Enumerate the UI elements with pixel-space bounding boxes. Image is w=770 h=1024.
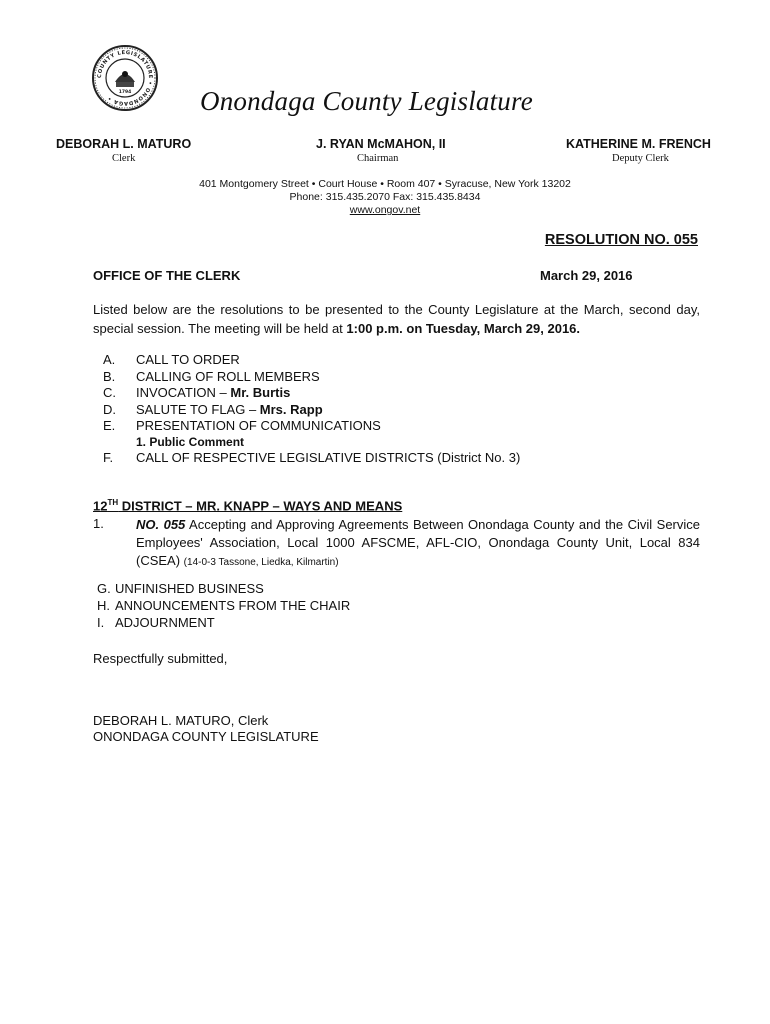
intro-text: Listed below are the resolutions to be presented to the County Legislature at the March, second day, special session. The meeting will be held at bbox=[93, 302, 700, 336]
resolution-item-vote: (14-0-3 Tassone, Liedka, Kilmartin) bbox=[183, 557, 339, 568]
signature-org: ONONDAGA COUNTY LEGISLATURE bbox=[93, 729, 319, 744]
clerk-role: Clerk bbox=[112, 153, 136, 164]
page-title: Onondaga County Legislature bbox=[200, 86, 533, 116]
intro-paragraph bbox=[93, 300, 700, 338]
agenda-item-h: H. ANNOUNCEMENTS FROM THE CHAIR bbox=[97, 598, 351, 613]
address-line: 401 Montgomery Street • Court House • Room 407 • Syracuse, New York 13202 bbox=[199, 178, 571, 190]
clerk-name: DEBORAH L. MATURO bbox=[56, 137, 192, 151]
agenda-item-g: G. UNFINISHED BUSINESS bbox=[97, 581, 264, 596]
agenda-item-i: I. ADJOURNMENT bbox=[97, 615, 215, 630]
resolution-item bbox=[136, 516, 700, 572]
office-heading: OFFICE OF THE CLERK bbox=[93, 268, 241, 283]
agenda-item-f: F. CALL OF RESPECTIVE LEGISLATIVE DISTRICTS (District No. 3) bbox=[103, 449, 521, 465]
intro-time: 1:00 p.m. on Tuesday, March 29, 2016. bbox=[346, 321, 581, 336]
resolution-item-number: 1. bbox=[93, 516, 104, 531]
agenda-item-b: B. CALLING OF ROLL MEMBERS bbox=[103, 368, 320, 384]
svg-text:1794: 1794 bbox=[118, 90, 132, 95]
website-link[interactable]: www.ongov.net bbox=[349, 204, 421, 216]
agenda-item-d: D. SALUTE TO FLAG – Mrs. Rapp bbox=[103, 401, 323, 417]
district-heading: 12TH DISTRICT – MR. KNAPP – WAYS AND MEANS bbox=[93, 498, 403, 514]
svg-text:COUNTY LEGISLATURE • ONONDAGA: COUNTY LEGISLATURE • ONONDAGA • bbox=[96, 49, 154, 107]
deputy-clerk-role: Deputy Clerk bbox=[612, 153, 669, 164]
agenda-list-closing bbox=[93, 580, 350, 631]
agenda-item-e: E. PRESENTATION OF COMMUNICATIONS bbox=[103, 418, 381, 434]
resolution-item-text: Accepting and Approving Agreements Between Onondaga County and the Civil Service Employees' Association, Local 1000 AFSCME, AFL-CIO, Onondaga County Unit, Local 834 (CSEA) bbox=[136, 517, 701, 568]
closing-text: Respectfully submitted, bbox=[93, 651, 228, 666]
resolution-number: RESOLUTION NO. 055 bbox=[544, 232, 698, 248]
chairman-role: Chairman bbox=[357, 153, 399, 164]
agenda-item-a: A. CALL TO ORDER bbox=[103, 352, 240, 367]
signature-block bbox=[93, 713, 319, 745]
phone-line: Phone: 315.435.2070 Fax: 315.435.8434 bbox=[289, 191, 481, 203]
resolution-item-label: NO. 055 bbox=[136, 517, 186, 532]
deputy-clerk-name: KATHERINE M. FRENCH bbox=[566, 137, 711, 151]
county-seal-logo bbox=[91, 44, 159, 112]
signature-name: DEBORAH L. MATURO, Clerk bbox=[93, 713, 269, 728]
meeting-date: March 29, 2016 bbox=[540, 268, 633, 283]
agenda-subitem-public-comment: 1. Public Comment bbox=[136, 434, 245, 449]
chairman-name: J. RYAN McMAHON, II bbox=[316, 137, 446, 151]
agenda-item-c: C. INVOCATION – Mr. Burtis bbox=[103, 385, 291, 401]
agenda-list bbox=[93, 352, 693, 467]
